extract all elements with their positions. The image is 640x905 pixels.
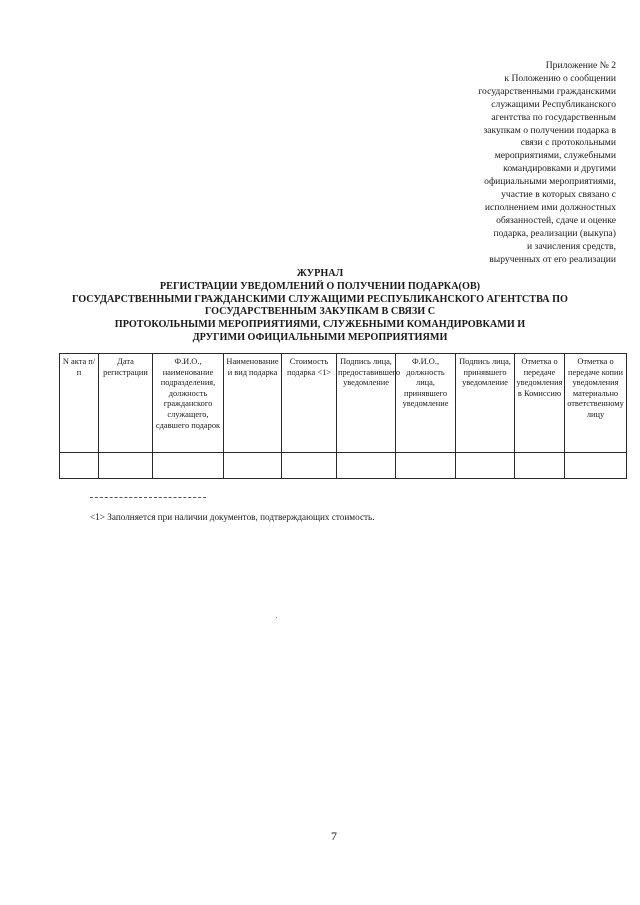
appendix-line: вырученных от его реализации <box>489 253 616 265</box>
table-row <box>60 453 627 479</box>
column-header-submitter-signature: Подпись лица, предоставившего уведомление <box>337 354 396 453</box>
title-line: РЕГИСТРАЦИИ УВЕДОМЛЕНИЙ О ПОЛУЧЕНИИ ПОДАРКА(ОВ) <box>159 280 481 292</box>
appendix-line: агентства по государственным <box>491 111 616 123</box>
title-line: ГОСУДАРСТВЕННЫМИ ГРАЖДАНСКИМИ СЛУЖАЩИМИ РЕСПУБЛИКАНСКОГО АГЕНТСТВА ПО <box>72 293 568 305</box>
appendix-line: служащими Республиканского <box>491 98 616 110</box>
table-cell <box>515 453 565 479</box>
journal-table <box>59 353 627 479</box>
table-cell <box>224 453 282 479</box>
appendix-line: мероприятиями, служебными <box>494 150 616 162</box>
footnote: <1> Заполняется при наличии документов, подтверждающих стоимость. <box>90 512 375 522</box>
appendix-line: к Положению о сообщении <box>504 72 616 84</box>
appendix-line: обязанностей, сдаче и оценке <box>496 214 616 226</box>
footnote-separator <box>90 497 206 498</box>
appendix-line: и зачисления средств, <box>527 240 616 252</box>
appendix-line: официальными мероприятиями, <box>484 176 616 188</box>
title-line: ЖУРНАЛ <box>296 268 344 279</box>
table-cell <box>60 453 99 479</box>
column-header-commission-mark: Отметка о передаче уведомления в Комиссию <box>515 354 565 453</box>
journal-title <box>40 268 600 345</box>
page-number: 7 <box>331 829 337 843</box>
table-cell <box>565 453 627 479</box>
table-cell <box>337 453 396 479</box>
appendix-line: закупкам о получении подарка в <box>483 124 616 136</box>
table-cell <box>153 453 224 479</box>
column-header-receiver-signature: Подпись лица, принявшего уведомление <box>456 354 515 453</box>
scan-speck <box>276 617 277 618</box>
table-header-row <box>60 354 627 453</box>
table-cell <box>99 453 153 479</box>
appendix-line: связи с протокольными <box>520 137 616 149</box>
title-line: ГОСУДАРСТВЕННЫМ ЗАКУПКАМ В СВЯЗИ С <box>204 306 436 318</box>
title-line: ПРОТОКОЛЬНЫМИ МЕРОПРИЯТИЯМИ, СЛУЖЕБНЫМИ КОМАНДИРОВКАМИ И <box>114 319 526 331</box>
table-cell <box>282 453 337 479</box>
column-header-gift-name: Наименование и вид подарка <box>224 354 282 453</box>
appendix-line: Приложение № 2 <box>545 60 616 71</box>
title-line: ДРУГИМИ ОФИЦИАЛЬНЫМИ МЕРОПРИЯТИЯМИ <box>192 331 448 343</box>
table-cell <box>396 453 456 479</box>
appendix-line: подарка, реализации (выкупа) <box>493 227 616 239</box>
column-header-submitter: Ф.И.О., наименование подразделения, должность гражданского служащего, сдавшего подарок <box>153 354 224 453</box>
appendix-line: командировками и другими <box>503 163 616 175</box>
appendix-line: участие в которых связано с <box>501 189 616 201</box>
appendix-line: государственными гражданскими <box>478 85 616 97</box>
column-header-registration-date: Дата регистрации <box>99 354 153 453</box>
appendix-header <box>416 60 616 267</box>
column-header-act-number: N акта п/п <box>60 354 99 453</box>
appendix-line: исполнением ими должностных <box>484 201 616 213</box>
column-header-receiver: Ф.И.О., должность лица, принявшего уведомление <box>396 354 456 453</box>
column-header-copy-transfer-mark: Отметка о передаче копии уведомления материально ответственному лицу <box>565 354 627 453</box>
table-cell <box>456 453 515 479</box>
column-header-gift-cost: Стоимость подарка <1> <box>282 354 337 453</box>
